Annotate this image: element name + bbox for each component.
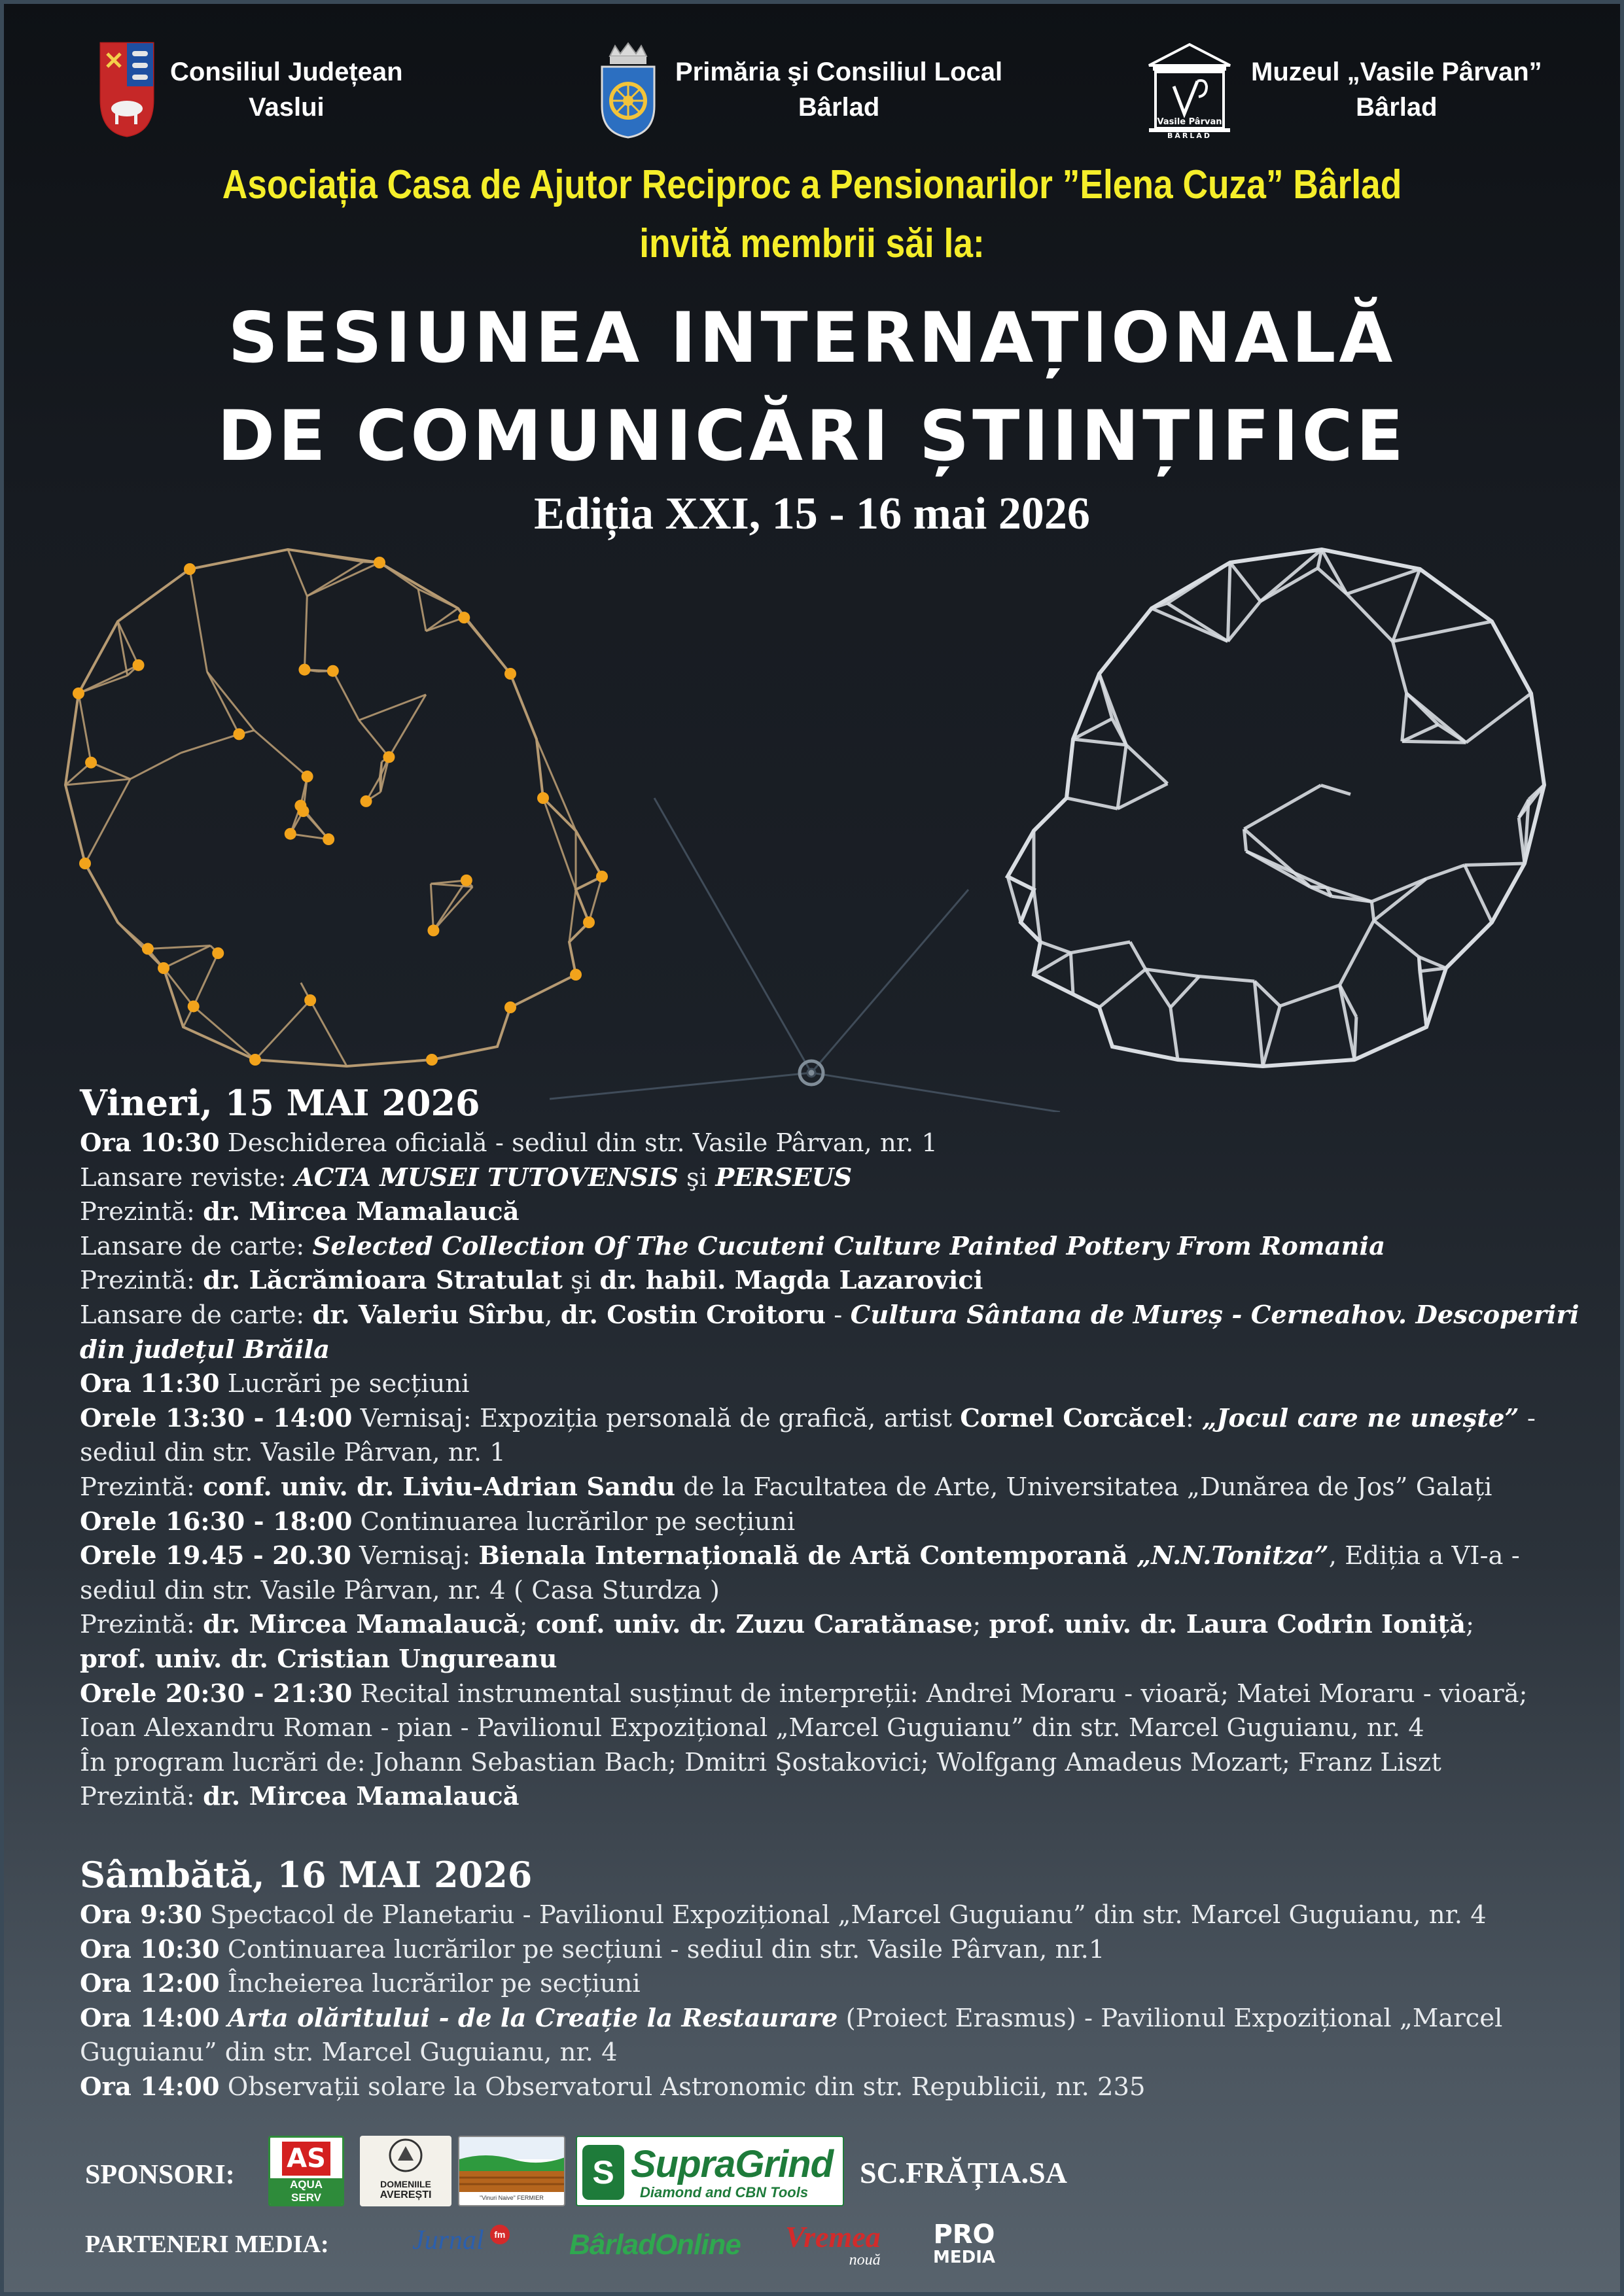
media-text: MEDIA xyxy=(933,2248,996,2267)
connecting-lines xyxy=(550,798,1060,1112)
program-text-run: conf. univ. dr. Liviu-Adrian Sandu xyxy=(203,1472,675,1502)
program-text-run: Ora 10:30 xyxy=(80,1128,220,1158)
media-partners-row xyxy=(85,2214,1590,2286)
program-text-run: Ora 10:30 xyxy=(80,1934,220,1964)
program-text-run: Încheierea lucrărilor pe secțiuni xyxy=(219,1969,641,1999)
program-line xyxy=(80,1746,1585,1781)
program-text-run: prof. univ. dr. Laura Codrin Ioniță xyxy=(989,1610,1466,1640)
program-text-run: Lucrări pe secțiuni xyxy=(219,1369,470,1399)
domenii-crest-icon xyxy=(360,2136,451,2176)
right-head-sketch xyxy=(1008,549,1544,1066)
program-line xyxy=(80,2070,1585,2105)
program-line xyxy=(80,1161,1585,1196)
program-line xyxy=(80,1933,1585,1968)
supragrind-name: SupraGrind xyxy=(631,2143,834,2185)
program-text-run: Orele 19.45 - 20.30 xyxy=(80,1541,351,1571)
sponsor-fermier-landscape xyxy=(458,2136,565,2206)
program-line xyxy=(80,1608,1585,1643)
media-pro-media xyxy=(933,2221,995,2267)
program-text-run: - xyxy=(826,1300,851,1330)
program-line xyxy=(80,1298,1585,1333)
program-line xyxy=(80,1643,1585,1677)
logo-vaslui xyxy=(98,41,403,139)
program-line xyxy=(80,1126,1585,1161)
program-line xyxy=(80,1677,1585,1712)
program-text-run: „Jocul care ne unește” xyxy=(1202,1403,1519,1433)
program-text-run: Lansare de carte: xyxy=(80,1231,313,1261)
program-text-run: Arta olăritului - de la Creație la Restaurare xyxy=(227,2003,838,2033)
barlad-coat-of-arms-icon xyxy=(595,41,661,139)
program-text-run: dr. Lăcrămioara Stratulat xyxy=(203,1266,563,1296)
logo-barlad-line-1: Primăria şi Consiliul Local xyxy=(675,58,1003,86)
logo-museum-line-1: Muzeul „Vasile Pârvan” xyxy=(1251,58,1542,86)
program-text-run: : xyxy=(1185,1403,1203,1433)
program-line xyxy=(80,1402,1585,1436)
program-text-run: Recital instrumental susținut de interpreții: Andrei Moraru - vioară; Matei Moraru - vioară; xyxy=(352,1679,1528,1709)
program-line xyxy=(80,1195,1585,1230)
aquaserv-mark: AS xyxy=(282,2142,330,2176)
logo-museum xyxy=(1144,41,1542,139)
program-text-run: Ora 14:00 xyxy=(80,2072,220,2102)
program-text-run: dr. Valeriu Sîrbu xyxy=(312,1300,545,1330)
program-text-run: dr. Costin Croitoru xyxy=(560,1300,826,1330)
program-text-run: , Ediția a VI-a - xyxy=(1328,1541,1520,1571)
supragrind-tagline: Diamond and CBN Tools xyxy=(640,2184,809,2200)
fermier-caption: "Vinuri Naive" FERMIER xyxy=(480,2195,544,2201)
program-text-run: Guguianu” din str. Marcel Guguianu, nr. 4 xyxy=(80,2038,618,2068)
left-head-glowing xyxy=(65,549,608,1066)
program-line xyxy=(80,1967,1585,2002)
program-text-run: Lansare de carte: xyxy=(80,1300,313,1330)
program-text-run: dr. Mircea Mamalaucă xyxy=(203,1197,520,1227)
program-text-run: dr. habil. Magda Lazarovici xyxy=(599,1266,983,1296)
sponsors-label: SPONSORI: xyxy=(85,2160,235,2190)
event-title-line-2: DE COMUNICĂRI ȘTIINȚIFICE xyxy=(217,396,1407,476)
program-text-run: ACTA MUSEI TUTOVENSIS xyxy=(294,1162,679,1192)
program-text-run: Vernisaj: Expoziția personală de grafică, artist xyxy=(352,1403,961,1433)
museum-logo-name: Vasile Pârvan xyxy=(1157,117,1222,127)
logo-museum-line-2: Bârlad xyxy=(1356,93,1438,122)
program-text-run: Ora 12:00 xyxy=(80,1969,220,1999)
aquaserv-text-1: AQUA xyxy=(270,2178,342,2191)
program-line xyxy=(80,1230,1585,1264)
program-text-run: Prezintă: xyxy=(80,1782,203,1812)
domenii-text-2: AVEREȘTI xyxy=(380,2189,432,2200)
program-text-run: conf. univ. dr. Zuzu Caratănase xyxy=(535,1610,973,1640)
program-text-run: şi xyxy=(562,1266,600,1296)
sponsor-aquaserv xyxy=(268,2136,344,2206)
day-1-program xyxy=(80,1079,1585,1815)
program-text-run: sediul din str. Vasile Pârvan, nr. 4 ( Casa Sturdza ) xyxy=(80,1575,720,1605)
program-text-run: - xyxy=(1519,1403,1536,1433)
program-text-run: Ora 11:30 xyxy=(80,1369,220,1399)
program-text-run: ; xyxy=(519,1610,536,1640)
sponsors-row xyxy=(85,2136,1590,2214)
program-text-run: Orele 20:30 - 21:30 xyxy=(80,1679,353,1709)
sponsor-supragrind xyxy=(576,2136,844,2206)
logo-vaslui-line-1: Consiliul Județean xyxy=(170,58,403,86)
program-text-run: Ora 9:30 xyxy=(80,1900,202,1930)
event-title-line-1: SESIUNEA INTERNAȚIONALĂ xyxy=(228,298,1396,378)
program-text-run: Continuarea lucrărilor pe secțiuni - sediul din str. Vasile Pârvan, nr.1 xyxy=(219,1934,1105,1964)
organizer-line-2: invită membrii săi la: xyxy=(639,221,985,266)
program-text-run: Cornel Corcăcel xyxy=(960,1403,1186,1433)
program-text-run: Spectacol de Planetariu - Pavilionul Expozițional „Marcel Guguianu” din str. Marcel Guguianu, nr. 4 xyxy=(202,1900,1487,1930)
program-text-run: Vernisaj: xyxy=(351,1541,479,1571)
program-line xyxy=(80,1539,1585,1574)
day-2-lines xyxy=(80,1898,1585,2105)
program-text-run: Lansare reviste: xyxy=(80,1162,294,1192)
program-line xyxy=(80,1264,1585,1298)
program-text-run xyxy=(220,2004,228,2033)
program-line xyxy=(80,2002,1585,2036)
museum-building-icon xyxy=(1144,41,1235,139)
museum-logo-city: BÂRLAD xyxy=(1167,131,1212,139)
program-text-run: Ioan Alexandru Roman - pian - Pavilionul Expozițional „Marcel Guguianu” din str. Marcel Guguianu, nr. 4 xyxy=(80,1713,1424,1743)
program-text-run: şi xyxy=(678,1162,716,1192)
media-partners-label: PARTENERI MEDIA: xyxy=(85,2231,329,2258)
program-line xyxy=(80,1711,1585,1746)
logo-barlad-line-2: Bârlad xyxy=(798,93,880,122)
program-line xyxy=(80,1505,1585,1540)
program-text-run: ; xyxy=(1466,1610,1475,1640)
program-line xyxy=(80,1470,1585,1505)
media-barlad-online: BârladOnline xyxy=(569,2229,741,2261)
network-heads-illustration xyxy=(39,523,1585,1112)
event-title xyxy=(0,289,1624,485)
media-vremea-noua xyxy=(785,2222,881,2268)
program-text-run: Prezintă: xyxy=(80,1472,203,1502)
program-text-run: Prezintă: xyxy=(80,1197,203,1227)
edition-date: Ediția XXI, 15 - 16 mai 2026 xyxy=(534,489,1090,539)
program-line xyxy=(80,1333,1585,1368)
program-text-run: de la Facultatea de Arte, Universitatea „Dunărea de Jos” Galați xyxy=(675,1472,1492,1502)
program-text-run: (Proiect Erasmus) - Pavilionul Expozițional „Marcel xyxy=(838,2003,1503,2033)
program-text-run: „N.N.Tonitza” xyxy=(1137,1541,1329,1571)
program-line xyxy=(80,1436,1585,1470)
day-2-heading: Sâmbătă, 16 MAI 2026 xyxy=(80,1854,533,1896)
program-text-run: Orele 16:30 - 18:00 xyxy=(80,1506,353,1537)
program-text-run: dr. Mircea Mamalaucă xyxy=(203,1610,520,1640)
program-text-run: ; xyxy=(972,1610,989,1640)
program-line xyxy=(80,1898,1585,1933)
aquaserv-text-2: SERV xyxy=(270,2191,342,2204)
jurnal-text: Jurnal xyxy=(412,2225,484,2255)
program-text-run: Bienala Internațională de Artă Contemporană xyxy=(478,1541,1137,1571)
media-jurnal-fm xyxy=(412,2225,510,2256)
program-text-run: Continuarea lucrărilor pe secțiuni xyxy=(352,1506,796,1537)
sponsor-fratia: SC.FRĂȚIA.SA xyxy=(860,2156,1067,2189)
program-text-run: Prezintă: xyxy=(80,1266,203,1296)
program-line xyxy=(80,2036,1585,2070)
domenii-text-1: DOMENIILE xyxy=(380,2179,431,2189)
program-text-run: Prezintă: xyxy=(80,1610,203,1640)
logo-barlad xyxy=(595,41,1002,139)
program-line xyxy=(80,1780,1585,1815)
program-text-run: Orele 13:30 - 14:00 xyxy=(80,1403,353,1433)
day-2-program xyxy=(80,1851,1585,2105)
organizer-text xyxy=(114,156,1511,273)
day-1-heading: Vineri, 15 MAI 2026 xyxy=(80,1082,480,1124)
program-text-run: Selected Collection Of The Cucuteni Culture Painted Pottery From Romania xyxy=(312,1231,1386,1261)
vaslui-coat-of-arms-icon xyxy=(98,41,156,139)
program-text-run: , xyxy=(544,1300,561,1330)
program-text-run: PERSEUS xyxy=(715,1162,853,1192)
program-text-run: sediul din str. Vasile Pârvan, nr. 1 xyxy=(80,1438,506,1468)
organizer-line-1: Asociația Casa de Ajutor Reciproc a Pensionarilor ”Elena Cuza” Bârlad xyxy=(222,162,1402,207)
program-text-run: Observații solare la Observatorul Astronomic din str. Republicii, nr. 235 xyxy=(219,2072,1146,2102)
program-text-run: Cultura Sântana de Mureș - Cerneahov. Descoperiri xyxy=(850,1300,1580,1330)
program-text-run: În program lucrări de: Johann Sebastian Bach; Dmitri Şostakovici; Wolfgang Amadeus Mozart; Franz Liszt xyxy=(80,1747,1441,1777)
noua-text: nouă xyxy=(849,2252,881,2269)
program-line xyxy=(80,1574,1585,1609)
field-landscape-icon xyxy=(459,2137,565,2192)
program-text-run: din județul Brăila xyxy=(80,1334,330,1365)
sponsor-domeniile-averesti xyxy=(360,2136,451,2206)
program-text-run: prof. univ. dr. Cristian Ungureanu xyxy=(80,1644,557,1674)
day-1-lines xyxy=(80,1126,1585,1815)
logo-vaslui-line-2: Vaslui xyxy=(248,93,325,122)
program-text-run: Deschiderea oficială - sediul din str. Vasile Pârvan, nr. 1 xyxy=(219,1128,938,1158)
fm-badge: fm xyxy=(490,2225,510,2244)
program-text-run: Ora 14:00 xyxy=(80,2003,220,2033)
vremea-text: Vremea xyxy=(785,2220,881,2253)
pro-text: PRO xyxy=(933,2219,995,2250)
program-text-run: dr. Mircea Mamalaucă xyxy=(203,1782,520,1812)
program-line xyxy=(80,1367,1585,1402)
supragrind-mark: S xyxy=(582,2145,624,2200)
